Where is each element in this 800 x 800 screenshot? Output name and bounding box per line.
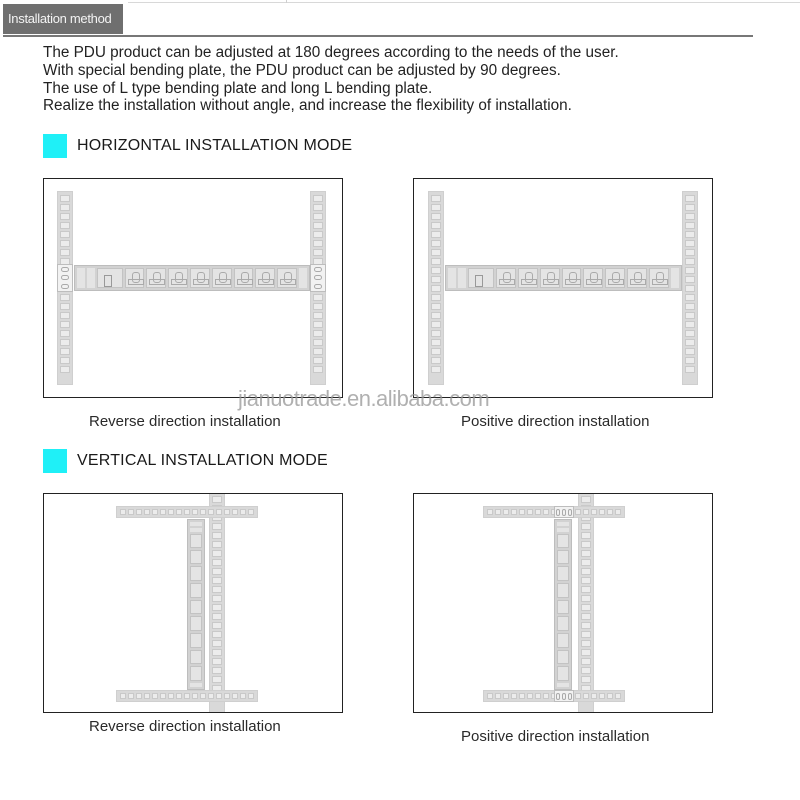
top-divider-strip	[128, 0, 800, 3]
rack-rail-left	[428, 191, 444, 385]
caption-reverse: Reverse direction installation	[89, 718, 281, 735]
tab-underline-divider	[3, 35, 753, 37]
mounting-bracket-left	[57, 264, 73, 292]
pdu-unit	[554, 519, 572, 690]
rack-rail-vertical	[578, 493, 594, 713]
section-heading-horizontal	[43, 134, 352, 158]
cyan-square-icon	[43, 449, 67, 473]
rack-rail-right	[682, 191, 698, 385]
diagram-vertical-positive	[413, 493, 713, 713]
intro-text	[43, 44, 619, 115]
caption-positive: Positive direction installation	[461, 728, 650, 745]
diagram-horizontal-reverse	[43, 178, 343, 398]
rack-rail-vertical	[209, 493, 225, 713]
mounting-bracket-bottom	[554, 690, 574, 702]
caption-reverse: Reverse direction installation	[89, 413, 281, 430]
intro-line: The use of L type bending plate and long L bending plate.	[43, 79, 433, 97]
intro-line: The PDU product can be adjusted at 180 degrees according to the needs of the user.	[43, 44, 619, 61]
mounting-bracket-right	[310, 264, 326, 292]
watermark: jianuotrade.en.alibaba.com	[238, 386, 490, 411]
mounting-bracket-top	[554, 506, 574, 518]
section-heading-vertical	[43, 449, 328, 473]
caption-positive: Positive direction installation	[461, 413, 650, 430]
intro-line: Realize the installation without angle, and increase the flexibility of installation.	[43, 97, 572, 115]
pdu-unit	[445, 265, 682, 291]
tab-installation-method[interactable]: Installation method	[3, 4, 123, 34]
pdu-unit	[74, 265, 310, 291]
section-title: VERTICAL INSTALLATION MODE	[77, 452, 328, 469]
cyan-square-icon	[43, 134, 67, 158]
section-title: HORIZONTAL INSTALLATION MODE	[77, 137, 353, 154]
rack-rail-top	[116, 506, 258, 518]
rack-rail-bottom	[116, 690, 258, 702]
diagram-vertical-reverse	[43, 493, 343, 713]
pdu-unit	[187, 519, 205, 690]
intro-line: With special bending plate, the PDU product can be adjusted by 90 degrees.	[43, 61, 561, 79]
diagram-horizontal-positive	[413, 178, 713, 398]
